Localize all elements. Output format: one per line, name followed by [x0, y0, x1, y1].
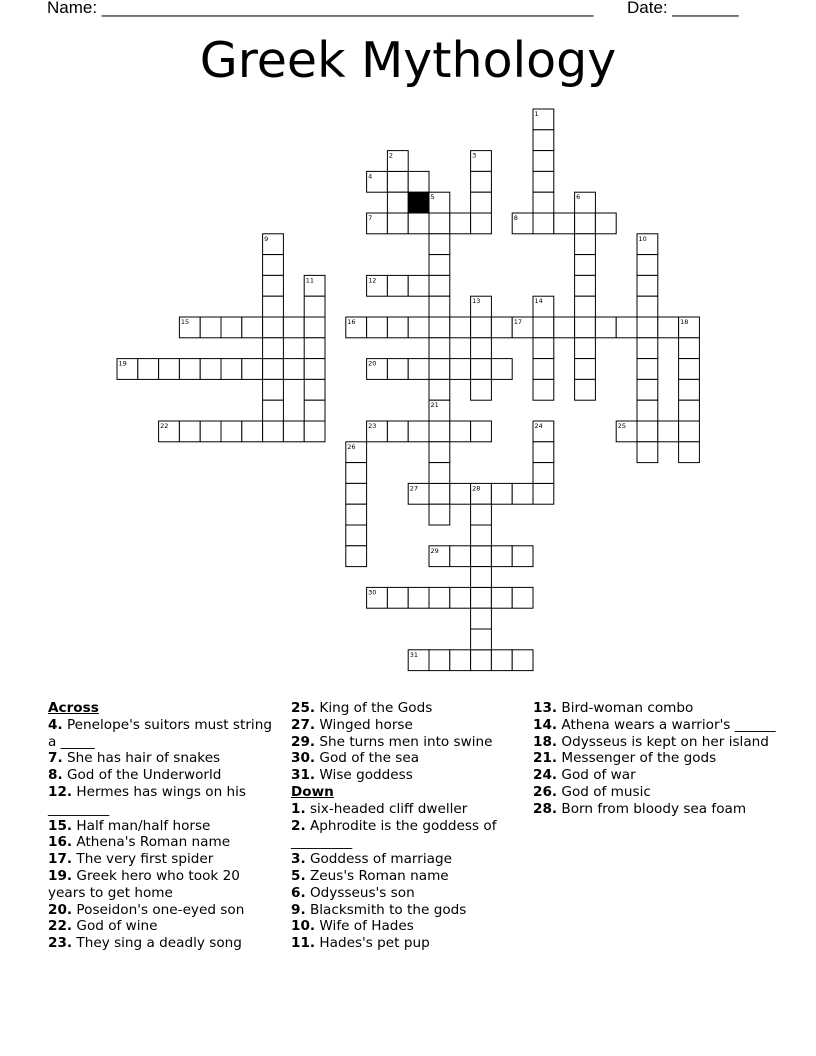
crossword-cell[interactable] [512, 650, 533, 671]
crossword-cell[interactable] [304, 296, 325, 317]
clue-text: Odysseus's son [305, 884, 415, 901]
clue-text: Aphrodite is the goddess of _________ [291, 817, 497, 851]
crossword-cell[interactable] [283, 317, 304, 338]
crossword-cell[interactable] [263, 400, 284, 421]
crossword-cell[interactable] [533, 463, 554, 484]
crossword-cell-number: 8 [513, 214, 518, 222]
crossword-cell[interactable] [575, 379, 596, 400]
crossword-cell[interactable] [679, 359, 700, 380]
crossword-cell[interactable] [200, 421, 221, 442]
crossword-cell[interactable] [679, 338, 700, 359]
crossword-cell[interactable] [471, 608, 492, 629]
crossword-cell[interactable] [304, 421, 325, 442]
clue-number: 26. [533, 783, 558, 800]
clue-item [48, 767, 278, 784]
crossword-cell[interactable] [179, 421, 200, 442]
crossword-cell[interactable] [637, 275, 658, 296]
crossword-cell[interactable] [554, 317, 575, 338]
clue-item [291, 767, 521, 784]
crossword-cell[interactable] [533, 379, 554, 400]
clue-number: 14. [533, 716, 558, 733]
crossword-cell[interactable] [408, 587, 429, 608]
crossword-cell[interactable] [679, 379, 700, 400]
crossword-cell[interactable] [346, 504, 367, 525]
crossword-cell-number: 15 [180, 318, 190, 326]
crossword-cell[interactable] [471, 317, 492, 338]
crossword-cell[interactable] [595, 317, 616, 338]
crossword-cell[interactable] [429, 359, 450, 380]
clue-text: Wise goddess [315, 767, 413, 784]
crossword-cell[interactable] [346, 463, 367, 484]
clue-text: God of the Underworld [62, 767, 222, 784]
crossword-cell[interactable] [429, 650, 450, 671]
clue-item [48, 784, 278, 818]
crossword-cell[interactable] [491, 359, 512, 380]
crossword-cell[interactable] [450, 359, 471, 380]
clue-item [48, 918, 278, 935]
clue-text: Odysseus is kept on her island [557, 733, 769, 750]
crossword-cell[interactable] [387, 275, 408, 296]
clue-text: God of music [557, 783, 651, 800]
clue-item [291, 750, 521, 767]
clue-item [533, 784, 783, 801]
crossword-cell-number: 27 [409, 484, 418, 493]
crossword-cell[interactable] [408, 317, 429, 338]
clue-item [291, 935, 521, 952]
crossword-cell-number: 13 [472, 297, 481, 306]
clue-text: Born from bloody sea foam [557, 800, 747, 817]
clue-number: 5. [291, 867, 306, 884]
crossword-cell[interactable] [429, 442, 450, 463]
crossword-cell-number: 3 [472, 151, 477, 160]
crossword-cell[interactable] [471, 504, 492, 525]
crossword-cell[interactable] [429, 421, 450, 442]
clue-item [48, 750, 278, 767]
crossword-cell[interactable] [575, 317, 596, 338]
crossword-cell[interactable] [408, 213, 429, 234]
crossword-cell[interactable] [533, 151, 554, 172]
crossword-cell-number: 9 [264, 234, 269, 243]
clue-number: 16. [48, 834, 73, 851]
crossword-cell[interactable] [575, 255, 596, 276]
crossword-cell[interactable] [471, 525, 492, 546]
crossword-cell[interactable] [263, 275, 284, 296]
clue-item [533, 700, 783, 717]
crossword-cell[interactable] [429, 587, 450, 608]
clue-text: Goddess of marriage [305, 851, 452, 868]
crossword-cell-number: 11 [305, 276, 314, 285]
clue-number: 6. [291, 884, 306, 901]
crossword-cell-number: 22 [160, 422, 169, 430]
clue-text: The very first spider [72, 851, 214, 868]
crossword-cell[interactable] [637, 317, 658, 338]
clue-text: God of war [557, 767, 636, 784]
crossword-cell[interactable] [367, 317, 388, 338]
crossword-cell-number: 29 [430, 546, 439, 555]
crossword-cell-number: 19 [118, 359, 127, 368]
clue-text: Greek hero who took 20 years to get home [48, 867, 240, 901]
clue-section-heading: Across [48, 700, 99, 716]
clue-text: Athena's Roman name [72, 834, 231, 851]
crossword-cell[interactable] [491, 483, 512, 504]
clue-number: 27. [291, 716, 316, 733]
crossword-cell[interactable] [471, 359, 492, 380]
clue-number: 12. [48, 783, 73, 800]
clue-text: They sing a deadly song [72, 935, 242, 952]
crossword-cell[interactable] [637, 421, 658, 442]
clue-number: 13. [533, 700, 558, 716]
clue-number: 11. [291, 935, 316, 952]
crossword-cell[interactable] [346, 483, 367, 504]
crossword-cell[interactable] [575, 234, 596, 255]
crossword-cell-number: 12 [368, 276, 377, 285]
crossword-cell[interactable] [491, 546, 512, 567]
clue-item [291, 700, 521, 717]
crossword-cell[interactable] [429, 255, 450, 276]
crossword-cell[interactable] [471, 650, 492, 671]
crossword-cell[interactable] [679, 442, 700, 463]
crossword-cell[interactable] [450, 483, 471, 504]
clue-text: Hades's pet pup [315, 935, 430, 952]
clue-number: 1. [291, 800, 306, 817]
clue-item [291, 801, 521, 818]
crossword-cell-number: 30 [368, 588, 377, 597]
crossword-cell[interactable] [512, 546, 533, 567]
clue-item [48, 868, 278, 902]
crossword-cell-number: 10 [638, 234, 647, 243]
clue-text: Blacksmith to the gods [305, 901, 467, 918]
crossword-cell-number: 28 [472, 484, 481, 493]
crossword-cell[interactable] [387, 421, 408, 442]
crossword-cell[interactable] [512, 483, 533, 504]
clue-text: Messenger of the gods [557, 750, 717, 767]
crossword-cell[interactable] [533, 192, 554, 213]
crossword-cell-number: 31 [409, 650, 418, 659]
crossword-cell[interactable] [533, 359, 554, 380]
crossword-cell-number: 2 [388, 151, 394, 160]
crossword-cell[interactable] [263, 379, 284, 400]
name-blank: ____________________________________________________ [101, 0, 594, 17]
crossword-cell-number: 25 [617, 422, 626, 430]
clue-number: 3. [291, 851, 306, 868]
crossword-cell-number: 6 [576, 193, 581, 202]
crossword-cell[interactable] [304, 338, 325, 359]
crossword-cell-number: 7 [368, 214, 373, 222]
crossword-cell[interactable] [533, 442, 554, 463]
name-label: Name: [47, 0, 98, 17]
crossword-cell-number: 18 [680, 318, 689, 326]
crossword-cell[interactable] [637, 338, 658, 359]
crossword-cell[interactable] [575, 338, 596, 359]
clue-number: 31. [291, 767, 316, 784]
clue-number: 30. [291, 750, 316, 767]
clue-item [291, 818, 521, 852]
crossword-cell[interactable] [595, 213, 616, 234]
clue-item [291, 885, 521, 902]
crossword-cell-number: 14 [534, 297, 543, 306]
clue-text: Athena wears a warrior's ______ [557, 716, 776, 733]
crossword-cell[interactable] [263, 317, 284, 338]
crossword-cell[interactable] [200, 317, 221, 338]
crossword-cell[interactable] [533, 483, 554, 504]
crossword-cell[interactable] [346, 546, 367, 567]
clue-number: 24. [533, 767, 558, 784]
clue-text: God of wine [72, 918, 158, 935]
crossword-cell[interactable] [346, 525, 367, 546]
crossword-cell[interactable] [242, 317, 263, 338]
clue-item [48, 818, 278, 835]
crossword-cell[interactable] [179, 359, 200, 380]
clue-text: God of the sea [315, 750, 420, 767]
clue-item [291, 868, 521, 885]
crossword-cell[interactable] [450, 213, 471, 234]
crossword-cell[interactable] [637, 296, 658, 317]
crossword-cell[interactable] [637, 379, 658, 400]
crossword-cell[interactable] [429, 275, 450, 296]
crossword-cell[interactable] [304, 379, 325, 400]
clue-item [48, 935, 278, 952]
crossword-cell[interactable] [408, 171, 429, 192]
crossword-cell-number: 16 [347, 318, 356, 326]
clue-number: 8. [48, 767, 63, 784]
clue-number: 7. [48, 750, 63, 767]
crossword-cell[interactable] [263, 296, 284, 317]
crossword-cell[interactable] [491, 587, 512, 608]
crossword-cell[interactable] [304, 400, 325, 421]
crossword-cell[interactable] [387, 317, 408, 338]
crossword-block-cell [408, 192, 429, 213]
across-clues-column [48, 700, 278, 952]
crossword-cell-number: 20 [368, 359, 377, 368]
clue-item [533, 801, 783, 818]
crossword-cell[interactable] [429, 483, 450, 504]
crossword-cell[interactable] [429, 296, 450, 317]
crossword-cell[interactable] [429, 317, 450, 338]
crossword-cell[interactable] [242, 421, 263, 442]
clue-item [48, 834, 278, 851]
clue-text: Penelope's suitors must string a _____ [48, 716, 272, 750]
clue-text: Bird-woman combo [557, 700, 694, 716]
crossword-cell[interactable] [450, 650, 471, 671]
crossword-cell-number: 17 [513, 318, 522, 326]
crossword-cell[interactable] [471, 629, 492, 650]
crossword-cell[interactable] [387, 587, 408, 608]
crossword-cell[interactable] [471, 421, 492, 442]
clue-text: Winged horse [315, 716, 413, 733]
crossword-cell[interactable] [491, 650, 512, 671]
crossword-cell[interactable] [304, 359, 325, 380]
crossword-cell[interactable] [471, 379, 492, 400]
crossword-cell[interactable] [429, 463, 450, 484]
crossword-cell[interactable] [512, 587, 533, 608]
crossword-cell[interactable] [387, 192, 408, 213]
clue-number: 2. [291, 817, 306, 834]
crossword-cell[interactable] [637, 442, 658, 463]
crossword-cell[interactable] [263, 255, 284, 276]
crossword-cell[interactable] [679, 400, 700, 421]
clue-number: 17. [48, 851, 73, 868]
clue-item [48, 851, 278, 868]
crossword-cell-number: 1 [534, 110, 539, 118]
crossword-cell[interactable] [387, 171, 408, 192]
clue-number: 4. [48, 716, 63, 733]
crossword-cell[interactable] [263, 338, 284, 359]
clue-number: 29. [291, 733, 316, 750]
crossword-cell[interactable] [429, 234, 450, 255]
crossword-cell[interactable] [471, 587, 492, 608]
crossword-cell[interactable] [304, 317, 325, 338]
clue-number: 10. [291, 918, 316, 935]
clue-text: She turns men into swine [315, 733, 493, 750]
crossword-cell[interactable] [221, 359, 242, 380]
crossword-cell[interactable] [387, 213, 408, 234]
crossword-cell[interactable] [575, 213, 596, 234]
crossword-cell[interactable] [263, 421, 284, 442]
clue-section-heading: Down [291, 783, 334, 800]
clue-number: 9. [291, 901, 306, 918]
crossword-cell[interactable] [637, 255, 658, 276]
clue-item [48, 717, 278, 751]
crossword-cell[interactable] [658, 421, 679, 442]
crossword-cell[interactable] [471, 567, 492, 588]
crossword-cell[interactable] [533, 130, 554, 151]
clue-text: six-headed cliff dweller [305, 800, 468, 817]
clue-number: 19. [48, 867, 73, 884]
crossword-cell[interactable] [575, 359, 596, 380]
crossword-cell-number: 4 [368, 172, 373, 181]
clue-number: 20. [48, 901, 73, 918]
clue-item [48, 902, 278, 919]
clue-item [533, 767, 783, 784]
clue-item [533, 750, 783, 767]
crossword-cell[interactable] [408, 421, 429, 442]
crossword-cell[interactable] [471, 171, 492, 192]
crossword-cell[interactable] [408, 359, 429, 380]
crossword-cell[interactable] [429, 379, 450, 400]
date-label: Date: [627, 0, 668, 17]
crossword-cell[interactable] [679, 421, 700, 442]
crossword-cell[interactable] [533, 317, 554, 338]
crossword-cell-number: 5 [430, 193, 435, 202]
crossword-cell[interactable] [263, 359, 284, 380]
clue-text: King of the Gods [315, 700, 433, 716]
crossword-cell[interactable] [159, 359, 180, 380]
crossword-cell[interactable] [450, 421, 471, 442]
crossword-cell[interactable] [200, 359, 221, 380]
clue-text: Wife of Hades [315, 918, 414, 935]
clue-text: Zeus's Roman name [305, 867, 449, 884]
crossword-cell-number: 26 [347, 442, 356, 451]
crossword-cell[interactable] [533, 171, 554, 192]
clue-item [291, 902, 521, 919]
crossword-cell[interactable] [450, 587, 471, 608]
crossword-cell[interactable] [408, 275, 429, 296]
crossword-cell[interactable] [283, 421, 304, 442]
clues-column-middle [291, 700, 521, 952]
clue-number: 22. [48, 918, 73, 935]
clue-item [291, 851, 521, 868]
crossword-cell[interactable] [575, 296, 596, 317]
crossword-cell[interactable] [637, 400, 658, 421]
crossword-cell[interactable] [283, 359, 304, 380]
crossword-cell[interactable] [575, 275, 596, 296]
crossword-cell[interactable] [450, 546, 471, 567]
page-title: Greek Mythology [199, 32, 617, 89]
crossword-cell[interactable] [533, 213, 554, 234]
clue-number: 28. [533, 800, 558, 817]
crossword-cell[interactable] [221, 317, 242, 338]
clue-text: Half man/half horse [72, 817, 211, 834]
crossword-cell[interactable] [221, 421, 242, 442]
crossword-cell[interactable] [387, 359, 408, 380]
crossword-cell[interactable] [471, 546, 492, 567]
crossword-cell[interactable] [138, 359, 159, 380]
crossword-cell[interactable] [242, 359, 263, 380]
clue-number: 18. [533, 733, 558, 750]
clue-item [291, 918, 521, 935]
crossword-cell[interactable] [471, 213, 492, 234]
crossword-cell-number: 21 [430, 401, 439, 410]
clue-item [291, 717, 521, 734]
crossword-cell[interactable] [450, 317, 471, 338]
clue-item [291, 734, 521, 751]
clue-text: She has hair of snakes [62, 750, 221, 767]
date-blank: _______ [672, 0, 739, 17]
clue-item [533, 717, 783, 734]
crossword-cell[interactable] [533, 338, 554, 359]
crossword-cell[interactable] [471, 338, 492, 359]
down-clues-column-right [533, 700, 783, 818]
crossword-cell[interactable] [554, 213, 575, 234]
crossword-cell[interactable] [429, 213, 450, 234]
clue-number: 15. [48, 817, 73, 834]
crossword-cell[interactable] [658, 317, 679, 338]
crossword-cell-number: 24 [534, 422, 543, 430]
crossword-cell[interactable] [616, 317, 637, 338]
clue-text: Poseidon's one-eyed son [72, 901, 245, 918]
clue-item [533, 734, 783, 751]
crossword-cell[interactable] [429, 338, 450, 359]
clue-number: 21. [533, 750, 558, 767]
clue-number: 25. [291, 700, 316, 716]
crossword-cell[interactable] [637, 359, 658, 380]
crossword-cell[interactable] [471, 192, 492, 213]
clue-number: 23. [48, 935, 73, 952]
crossword-cell-number: 23 [368, 422, 377, 430]
crossword-cell[interactable] [491, 317, 512, 338]
clue-text: Hermes has wings on his _________ [48, 783, 246, 817]
crossword-cell[interactable] [429, 504, 450, 525]
